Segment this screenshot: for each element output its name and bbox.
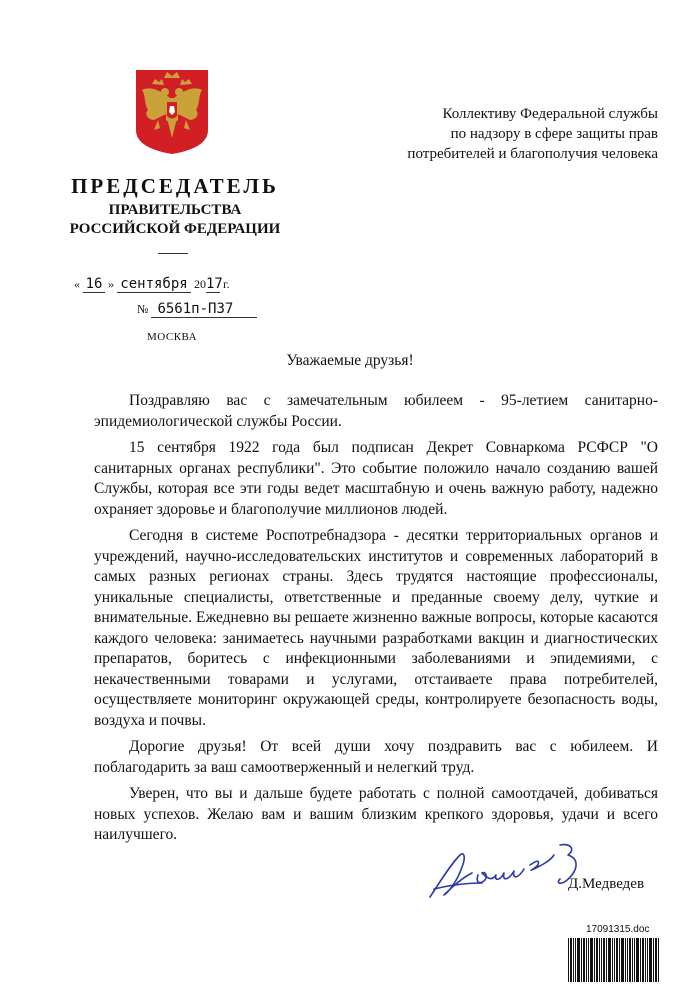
document-reference: 17091315.doc [586,924,650,935]
paragraph: Поздравляю вас с замечательным юбилеем - 95-летием санитарно-эпидемиологической службы России. [94,392,658,430]
number-label: № [137,302,149,316]
issuer-subtitle-line2: РОССИЙСКОЙ ФЕДЕРАЦИИ [69,221,281,237]
addressee-line: Коллективу Федеральной службы [442,106,658,122]
barcode-icon [568,938,660,982]
paragraph: Уверен, что вы и дальше будете работать с полной самоотдачей, добиваться новых успехов. Желаю вам и вашим близким крепкого здоровья, удачи и всего наилучшего. [94,785,658,843]
date-year-prefix: 20 [194,277,206,291]
issuer-subtitle-line1: ПРАВИТЕЛЬСТВА [108,202,242,218]
signatory-name: Д.Медведев [568,876,645,892]
document-date [74,277,230,293]
letter-body [94,391,658,852]
addressee-line: потребителей и благополучия человека [407,146,658,162]
paragraph: Сегодня в системе Роспотребнадзора - десятки территориальных органов и учреждений, научно-исследовательских институтов и современных лабораторий в самых разных регионах страны. Здесь трудятся настоящие профессионалы, уникальные специалисты, ответственные и преданные своему делу, чуткие и внимательные. Ежедневно вы решаете жизненно важные вопросы, которые касаются каждого человека: занимаетесь научными разработками вакцин и диагностических препаратов, боритесь с инфекционными заболеваниями и эпидемиями, с некачественными товарами и услугами, отстаиваете права потребителей, осуществляете мониторинг окружающей среды, контролируете безопасность воды, воздуха и почвы. [94,527,658,729]
city: МОСКВА [147,331,198,343]
issuer-title: ПРЕДСЕДАТЕЛЬ [71,174,279,198]
date-day: 16 [83,277,105,293]
number-value: 6561п-П37 [151,302,257,318]
title-divider [158,253,188,254]
russian-coat-of-arms-icon [134,68,210,156]
date-year-suffix: 17 [206,276,223,292]
paragraph: Дорогие друзья! От всей души хочу поздравить вас с юбилеем. И поблагодарить за ваш самоотверженный и нелегкий труд. [94,738,658,776]
handwritten-signature-icon [420,835,590,905]
date-open-quote: « [74,277,80,291]
greeting: Уважаемые друзья! [286,352,414,369]
date-year-mark: г. [223,277,230,291]
date-close-quote: » [108,277,114,291]
date-month: сентября [117,277,191,293]
addressee-line: по надзору в сфере защиты прав [450,126,658,142]
paragraph: 15 сентября 1922 года был подписан Декрет Совнаркома РСФСР "О санитарных органах республики". Это событие положило начало созданию вашей Службы, которая все эти годы ведет масштабную и очень важную работу, надежно охраняет здоровье и благополучие миллионов людей. [94,439,658,518]
addressee-block [407,104,658,164]
document-number [137,302,257,318]
